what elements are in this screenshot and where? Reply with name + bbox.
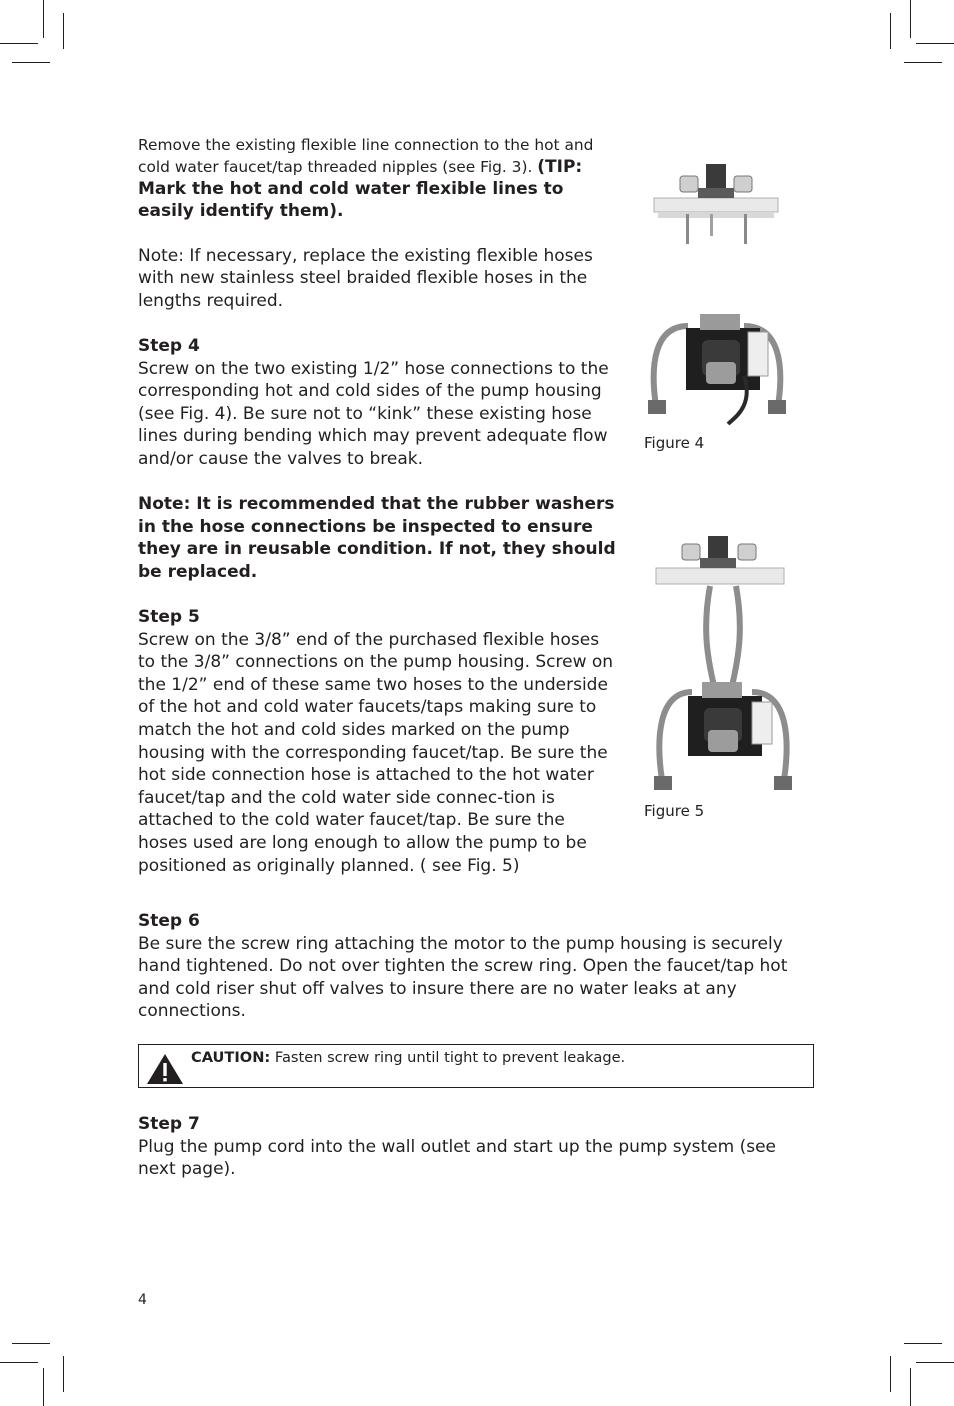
note-rubber-washers: Note: It is recommended that the rubber washers in the hose connections be inspected to ensure they are in reusable condition. If not, they should be replaced. — [138, 494, 616, 582]
step-4 — [138, 335, 618, 471]
crop-mark — [12, 1343, 50, 1344]
crop-mark — [910, 0, 911, 38]
crop-mark — [43, 1368, 44, 1406]
warning-icon — [146, 1053, 184, 1085]
crop-mark — [904, 1343, 942, 1344]
step-7 — [138, 1113, 798, 1181]
crop-mark — [0, 1362, 38, 1363]
step-6-title: Step 6 — [138, 911, 200, 931]
crop-mark — [890, 13, 891, 49]
step-6 — [138, 910, 798, 1023]
crop-mark — [43, 0, 44, 38]
crop-mark — [916, 43, 954, 44]
crop-mark — [904, 62, 942, 63]
figure-4-image — [644, 306, 790, 426]
step-7-body: Plug the pump cord into the wall outlet and start up the pump system (see next page). — [138, 1136, 776, 1180]
tip-text: (TIP: Mark the hot and cold water flexible lines to easily identify them). — [138, 157, 583, 221]
page-number: 4 — [138, 1292, 147, 1308]
step-4-body: Screw on the two existing 1/2” hose connections to the corresponding hot and cold sides of the pump housing (see Fig. 4). Be sure not to “kink” these existing hose lines during bending which may prevent adequate flow and/or cause the valves to break. — [138, 358, 609, 469]
crop-mark — [63, 13, 64, 49]
step-5 — [138, 606, 618, 877]
main-text-column — [138, 134, 618, 900]
caution-label: CAUTION: — [191, 1049, 271, 1066]
figure-5-image — [648, 530, 798, 800]
note-replace-hoses: Note: If necessary, replace the existing flexible hoses with new stainless steel braided flexible hoses in the lengths required. — [138, 245, 593, 311]
crop-mark — [12, 62, 50, 63]
caution-text: CAUTION: Fasten screw ring until tight to prevent leakage. — [191, 1049, 626, 1066]
caution-box — [138, 1044, 814, 1088]
step-7-title: Step 7 — [138, 1114, 200, 1134]
step-5-title: Step 5 — [138, 607, 200, 628]
figure-5-caption: Figure 5 — [644, 802, 705, 820]
crop-mark — [890, 1356, 891, 1392]
crop-mark — [910, 1368, 911, 1406]
step-5-body: Screw on the 3/8” end of the purchased flexible hoses to the 3/8” connections on the pump housing. Screw on the 1/2” end of these same two hoses to the underside of the hot and cold water faucets/taps making sure to match the hot and cold sides marked on the pump housing with the corresponding faucet/tap. Be sure the hot side connection hose is attached to the hot water faucet/tap and the cold water side connec-tion is attached to the cold water faucet/tap. Be sure the hoses used are long enough to allow the pump to be positioned as originally planned. ( see Fig. 5) — [138, 629, 614, 876]
crop-mark — [0, 43, 38, 44]
figure-3-image — [650, 158, 782, 250]
crop-mark — [916, 1362, 954, 1363]
crop-mark — [63, 1356, 64, 1392]
step-6-body: Be sure the screw ring attaching the motor to the pump housing is securely hand tightened. Do not over tighten the screw ring. Open the faucet/tap hot and cold riser shut off valves to insure there are no water leaks at any connections. — [138, 933, 788, 1022]
figure-4-caption: Figure 4 — [644, 434, 705, 452]
step-4-title: Step 4 — [138, 335, 200, 356]
intro-paragraph: Remove the existing flexible line connection to the hot and cold water faucet/tap threaded nipples (see Fig. 3). (TIP: Mark the hot and cold water flexible lines to easily identify them). — [138, 136, 594, 221]
